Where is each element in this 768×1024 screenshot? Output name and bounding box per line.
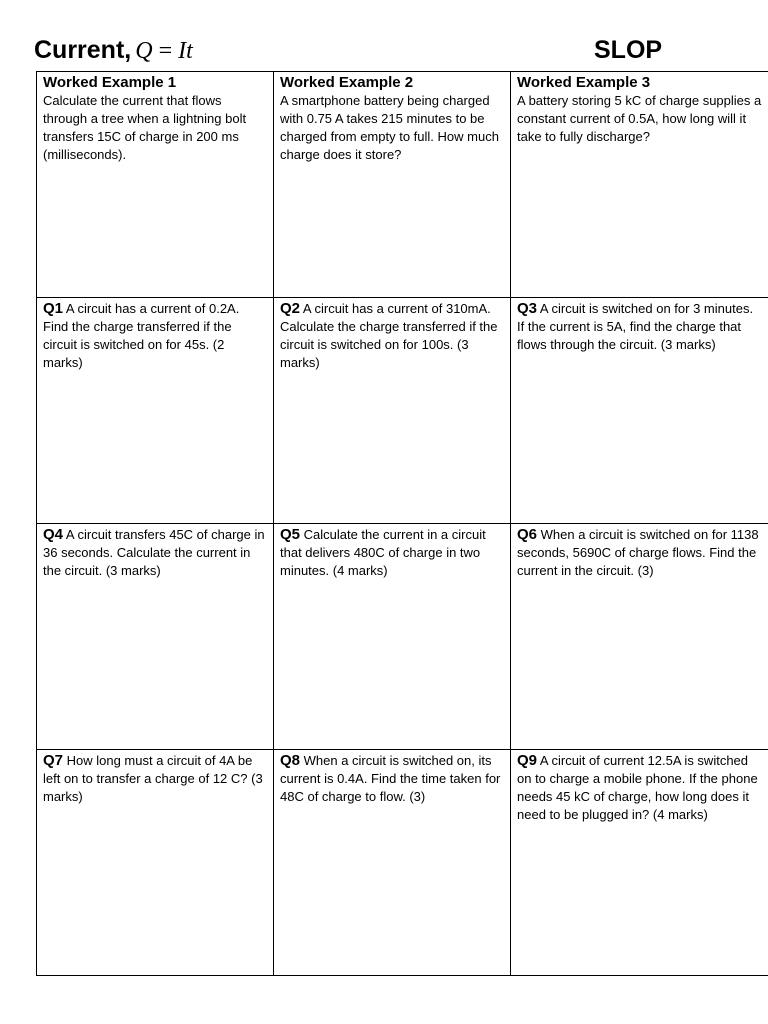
question-3-label: Q3 xyxy=(517,300,538,317)
question-6-cell xyxy=(511,524,768,750)
worked-example-3-text: A battery storing 5 kC of charge supplies a constant current of 0.5A, how long will it take to fully discharge? xyxy=(517,93,762,144)
question-8-text: When a circuit is switched on, its current is 0.4A. Find the time taken for 48C of charge to flow. (3) xyxy=(280,753,501,804)
worked-example-1-text: Calculate the current that flows through a tree when a lightning bolt transfers 15C of charge in 200 ms (milliseconds). xyxy=(43,93,247,162)
formula-it: It xyxy=(178,38,193,64)
worked-example-3-cell xyxy=(511,72,768,298)
question-3-text: A circuit is switched on for 3 minutes. If the current is 5A, find the charge that flows through the circuit. (3 marks) xyxy=(517,301,754,352)
question-9-text: A circuit of current 12.5A is switched on to charge a mobile phone. If the phone needs 45 kC of charge, how long does it need to be plugged in? (4 marks) xyxy=(517,753,758,822)
worked-example-2-label: Worked Example 2 xyxy=(280,74,414,91)
question-7-label: Q7 xyxy=(43,752,64,769)
page-title xyxy=(34,36,193,65)
worked-example-2-cell xyxy=(274,72,511,298)
question-7-cell xyxy=(37,750,274,976)
question-3-cell xyxy=(511,298,768,524)
question-5-text: Calculate the current in a circuit that delivers 480C of charge in two minutes. (4 marks) xyxy=(280,527,486,578)
worked-example-1-label: Worked Example 1 xyxy=(43,74,177,91)
worked-example-2-text: A smartphone battery being charged with 0.75 A takes 215 minutes to be charged from empty to full. How much charge does it store? xyxy=(280,93,499,162)
formula-q: Q xyxy=(135,38,153,64)
question-4-text: A circuit transfers 45C of charge in 36 seconds. Calculate the current in the circuit. (3 marks) xyxy=(43,527,265,578)
question-9-cell xyxy=(511,750,768,976)
question-6-text: When a circuit is switched on for 1138 seconds, 5690C of charge flows. Find the current in the circuit. (3) xyxy=(517,527,759,578)
formula xyxy=(135,38,193,64)
question-7-text: How long must a circuit of 4A be left on to transfer a charge of 12 C? (3 marks) xyxy=(43,753,263,804)
title-word: Current, xyxy=(34,36,132,64)
question-4-cell xyxy=(37,524,274,750)
grid-row-q7-q9 xyxy=(37,750,768,976)
worksheet-grid xyxy=(36,71,768,976)
grid-row-q4-q6 xyxy=(37,524,768,750)
question-2-label: Q2 xyxy=(280,300,301,317)
grid-row-worked-examples xyxy=(37,72,768,298)
question-5-cell xyxy=(274,524,511,750)
worked-example-1-cell xyxy=(37,72,274,298)
grid-row-q1-q3 xyxy=(37,298,768,524)
question-4-label: Q4 xyxy=(43,526,64,543)
formula-equals: = xyxy=(152,38,179,64)
question-1-cell xyxy=(37,298,274,524)
question-1-label: Q1 xyxy=(43,300,64,317)
question-9-label: Q9 xyxy=(517,752,538,769)
question-1-text: A circuit has a current of 0.2A. Find the charge transferred if the circuit is switched on for 45s. (2 marks) xyxy=(43,301,240,370)
worked-example-3-label: Worked Example 3 xyxy=(517,74,651,91)
question-5-label: Q5 xyxy=(280,526,301,543)
slop-label: SLOP xyxy=(594,36,663,64)
question-6-label: Q6 xyxy=(517,526,538,543)
question-2-text: A circuit has a current of 310mA. Calculate the charge transferred if the circuit is switched on for 100s. (3 marks) xyxy=(280,301,498,370)
question-8-label: Q8 xyxy=(280,752,301,769)
question-2-cell xyxy=(274,298,511,524)
question-8-cell xyxy=(274,750,511,976)
